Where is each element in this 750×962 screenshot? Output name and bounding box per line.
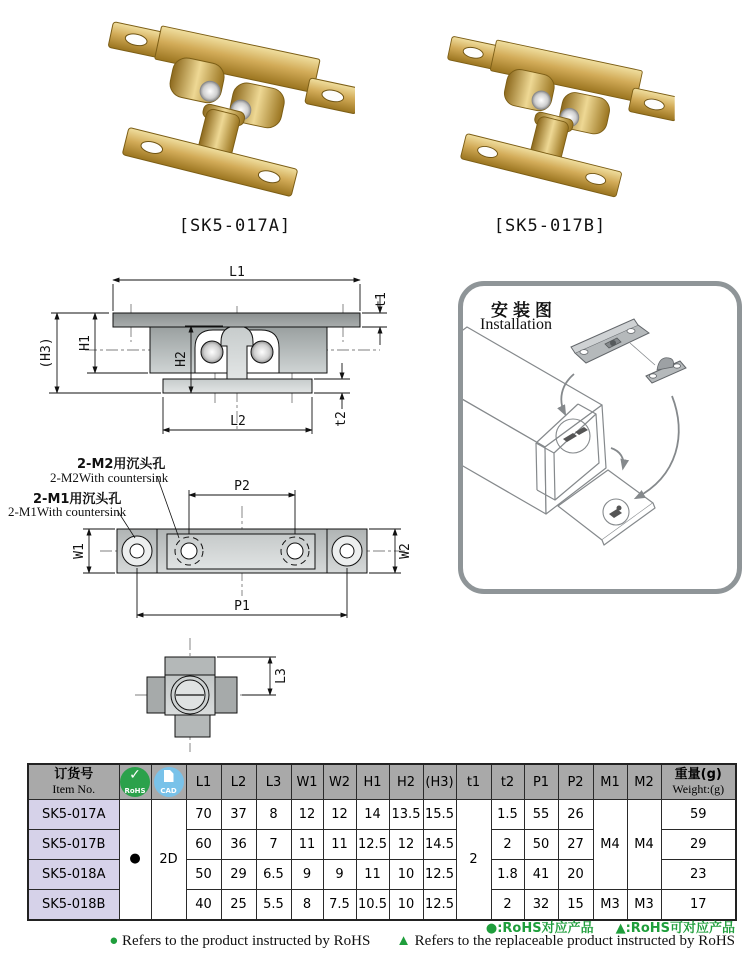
cell: 12 (389, 830, 423, 860)
cell-m1-group: M4 (593, 800, 627, 890)
cell-m2-group: M4 (627, 800, 661, 890)
note-m2-cn: 2-M2用沉头孔 (77, 457, 166, 472)
col-header-rohs (119, 764, 151, 800)
end-view-drawing (130, 635, 310, 765)
dim-label-w1: W1 (72, 543, 87, 559)
triangle-icon: ▲ (615, 921, 626, 936)
side-view-part (113, 313, 360, 393)
cell: 32 (524, 890, 558, 920)
cell: 60 (186, 830, 221, 860)
cell: 10 (389, 890, 423, 920)
col-header-l1: L1 (186, 764, 221, 800)
col-header-p2: P2 (558, 764, 593, 800)
cell: 70 (186, 800, 221, 830)
cell: 26 (558, 800, 593, 830)
document-icon (164, 770, 174, 782)
cell-item: SK5-017A (28, 800, 119, 830)
cell: 10 (389, 860, 423, 890)
cell: 59 (661, 800, 736, 830)
col-header-t1: t1 (456, 764, 491, 800)
dim-label-h1: H1 (78, 335, 93, 351)
cell: 12 (291, 800, 323, 830)
rohs-legend-cn: ●:RoHS对应产品 ▲:RoHS可对应产品 (485, 921, 735, 936)
cell: 25 (221, 890, 256, 920)
cell: 5.5 (256, 890, 291, 920)
dim-label-l2: L2 (230, 414, 246, 429)
dim-label-l3: L3 (274, 668, 289, 684)
cell: 27 (558, 830, 593, 860)
side-view-drawing (35, 262, 405, 457)
note-m2-en: 2-M2With countersink (50, 470, 169, 485)
dim-label-w2: W2 (398, 543, 413, 559)
cell: 14.5 (423, 830, 456, 860)
col-header-h2: H2 (389, 764, 423, 800)
dim-label-p1: P1 (234, 599, 250, 614)
cell: 6.5 (256, 860, 291, 890)
dot-icon: ● (485, 921, 498, 936)
cell: 15 (558, 890, 593, 920)
cell-cad: 2D (151, 800, 186, 920)
cell: 15.5 (423, 800, 456, 830)
col-header-w1: W1 (291, 764, 323, 800)
cell: M3 (627, 890, 661, 920)
cell-item: SK5-017B (28, 830, 119, 860)
col-header-h1: H1 (356, 764, 389, 800)
dim-label-h3: (H3) (39, 337, 54, 369)
cell: M3 (593, 890, 627, 920)
dim-label-t2: t2 (334, 411, 349, 427)
note-m1-cn: 2-M1用沉头孔 (33, 492, 122, 507)
cell: 29 (221, 860, 256, 890)
cell: 14 (356, 800, 389, 830)
cell: 12.5 (356, 830, 389, 860)
col-header-m1: M1 (593, 764, 627, 800)
end-view-part (147, 657, 237, 737)
cell: 50 (186, 860, 221, 890)
cell: 50 (524, 830, 558, 860)
cell: 13.5 (389, 800, 423, 830)
cell: 20 (558, 860, 593, 890)
exploded-parts (571, 319, 686, 383)
col-header-w2: W2 (323, 764, 356, 800)
cabinet-lineart (463, 327, 655, 545)
cell: 1.8 (491, 860, 524, 890)
cell: 12.5 (423, 890, 456, 920)
spec-table (27, 763, 737, 921)
cell-rohs-dot: ● (119, 800, 151, 920)
header-row (28, 764, 736, 800)
cell: 17 (661, 890, 736, 920)
col-header-h3: (H3) (423, 764, 456, 800)
cell: 11 (291, 830, 323, 860)
dot-icon: ● (109, 933, 119, 949)
installation-panel (458, 281, 742, 594)
col-header-weight: 重量(g) Weight:(g) (661, 764, 736, 800)
cell: 11 (323, 830, 356, 860)
dim-label-l1: L1 (229, 265, 245, 280)
rohs-icon: ✓ RoHS (120, 767, 150, 797)
col-header-item: 订货号 Item No. (28, 764, 119, 800)
cell: 8 (256, 800, 291, 830)
cell: 7.5 (323, 890, 356, 920)
col-header-m2: M2 (627, 764, 661, 800)
cell: 36 (221, 830, 256, 860)
cell: 2 (491, 830, 524, 860)
cell: 23 (661, 860, 736, 890)
cell: 10.5 (356, 890, 389, 920)
note-m1-en: 2-M1With countersink (8, 504, 127, 519)
cell: 12 (323, 800, 356, 830)
col-header-cad (151, 764, 186, 800)
cell: 41 (524, 860, 558, 890)
cell-t1: 2 (456, 800, 491, 920)
cell: 1.5 (491, 800, 524, 830)
col-header-t2: t2 (491, 764, 524, 800)
cell: 2 (491, 890, 524, 920)
plan-view-drawing (5, 448, 435, 623)
cell: 7 (256, 830, 291, 860)
dim-label-h2: H2 (174, 351, 189, 367)
cad-icon: CAD (154, 767, 184, 797)
cell: 9 (323, 860, 356, 890)
cell: 55 (524, 800, 558, 830)
dim-label-p2: P2 (234, 479, 250, 494)
product-label-sk5-017b: [SK5-017B] (493, 216, 607, 236)
col-header-p1: P1 (524, 764, 558, 800)
col-header-l3: L3 (256, 764, 291, 800)
cell: 40 (186, 890, 221, 920)
product-label-sk5-017a: [SK5-017A] (178, 216, 292, 236)
cell: 12.5 (423, 860, 456, 890)
cell-item: SK5-018B (28, 890, 119, 920)
plan-view-part (117, 529, 367, 573)
cell: 29 (661, 830, 736, 860)
cell: 9 (291, 860, 323, 890)
installation-title-cn: 安装图 (491, 301, 557, 321)
table-row (28, 800, 736, 830)
dim-label-t1: t1 (374, 292, 389, 308)
cell-item: SK5-018A (28, 860, 119, 890)
cell: 8 (291, 890, 323, 920)
col-header-l2: L2 (221, 764, 256, 800)
triangle-icon: ▲ (396, 933, 411, 949)
cell: 37 (221, 800, 256, 830)
installation-title-en: Installation (480, 316, 552, 333)
product-photo-sk5-017b (435, 18, 675, 216)
rohs-legend-en: ● Refers to the product instructed by RoHS ▲ Refers to the replaceable product instructed by RoHS (109, 933, 735, 949)
cell: 11 (356, 860, 389, 890)
product-photo-sk5-017a (95, 2, 355, 217)
